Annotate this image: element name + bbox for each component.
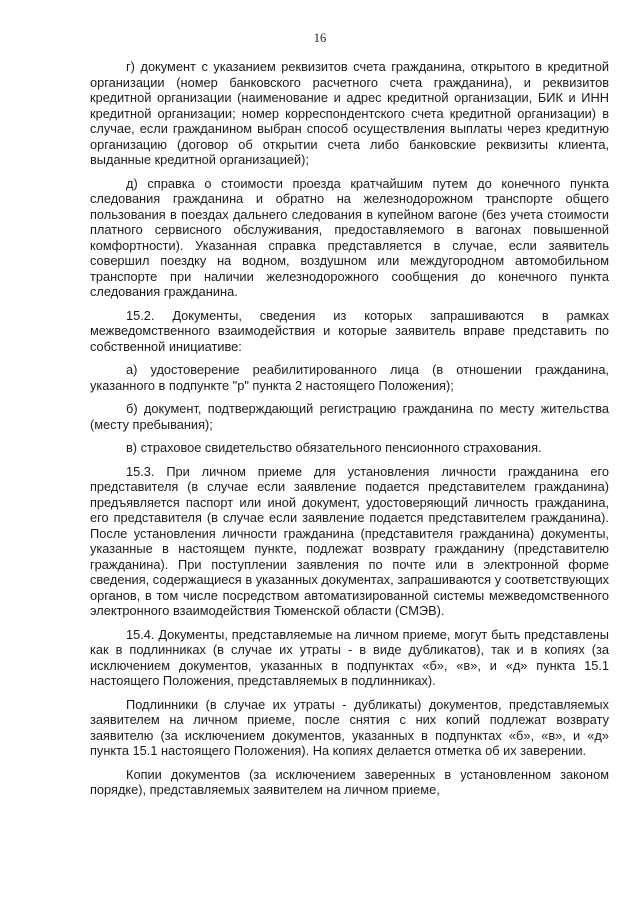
paragraph-d-travel-cost-certificate: д) справка о стоимости проезда кратчайшим путем до конечного пункта следования гражданина и обратно на железнодорожном транспорте общего пользования в поездах дальнего следования в купейном вагоне (без учета стоимости платного сервисного обслуживания, предоставляемого в вагонах повышенной комфортности). Указанная справка представляется в случае, если заявитель совершил поездку на водном, воздушном или междугородном автомобильном транспорте при наличии железнодорожного сообщения до конечного пункта следования гражданина. — [90, 175, 609, 299]
paragraph-g-bank-account-document: г) документ с указанием реквизитов счета гражданина, открытого в кредитной организации (номер банковского расчетного счета гражданина), и реквизитов кредитной организации (наименование и адрес кредитной организации, БИК и ИНН кредитной организации; номер корреспондентского счета кредитной организации) в случае, если гражданином выбран способ осуществления выплаты через кредитную организацию (договор об открытии счета либо банковские реквизиты клиента, выданные кредитной организацией); — [90, 59, 609, 167]
paragraph-15-3-identity-verification: 15.3. При личном приеме для установления личности гражданина его представителя (в случае если заявление подается представителем гражданина) предъявляется паспорт или иной документ, удостоверяющий личность гражданина, его представителя (в случае если заявление подается представителем гражданина). После установления личности гражданина (представителя гражданина) документы, указанные в настоящем пункте, подлежат возврату гражданину (представителю гражданина). При поступлении заявления по почте или в электронной форме сведения, содержащиеся в указанных документах, запрашиваются у соответствующих органов, в том числе посредством автоматизированной системы межведомственного электронного взаимодействия Тюменской области (СМЭВ). — [90, 463, 609, 618]
paragraph-15-2-interagency-documents: 15.2. Документы, сведения из которых запрашиваются в рамках межведомственного взаимодействия и которые заявитель вправе представить по собственной инициативе: — [90, 307, 609, 354]
document-body — [90, 59, 609, 798]
paragraph-v-pension-insurance-certificate: в) страховое свидетельство обязательного пенсионного страхования. — [126, 440, 542, 455]
paragraph-b-registration-document: б) документ, подтверждающий регистрацию гражданина по месту жительства (месту пребывания); — [90, 401, 609, 432]
paragraph-15-4-originals-and-copies: 15.4. Документы, представляемые на личном приеме, могут быть представлены как в подлинниках (в случае их утраты - в виде дубликатов), так и в копиях (за исключением документов, указанных в подпунктах «б», «в», и «д» пункта 15.1 настоящего Положения, представляемых в подлинниках). — [90, 626, 609, 688]
paragraph-originals-return: Подлинники (в случае их утраты - дубликаты) документов, представляемых заявителем на личном приеме, после снятия с них копий подлежат возврату заявителю (за исключением документов, указанных в подпунктах «б», «в», и «д» пункта 15.1 настоящего Положения). На копиях делается отметка об их заверении. — [90, 696, 609, 758]
paragraph-a-rehabilitation-certificate: а) удостоверение реабилитированного лица (в отношении гражданина, указанного в подпункте "р" пункта 2 настоящего Положения); — [90, 362, 609, 393]
paragraph-copies-of-documents: Копии документов (за исключением заверенных в установленном законом порядке), представляемых заявителем на личном приеме, — [90, 766, 609, 797]
page-number: 16 — [313, 31, 327, 45]
